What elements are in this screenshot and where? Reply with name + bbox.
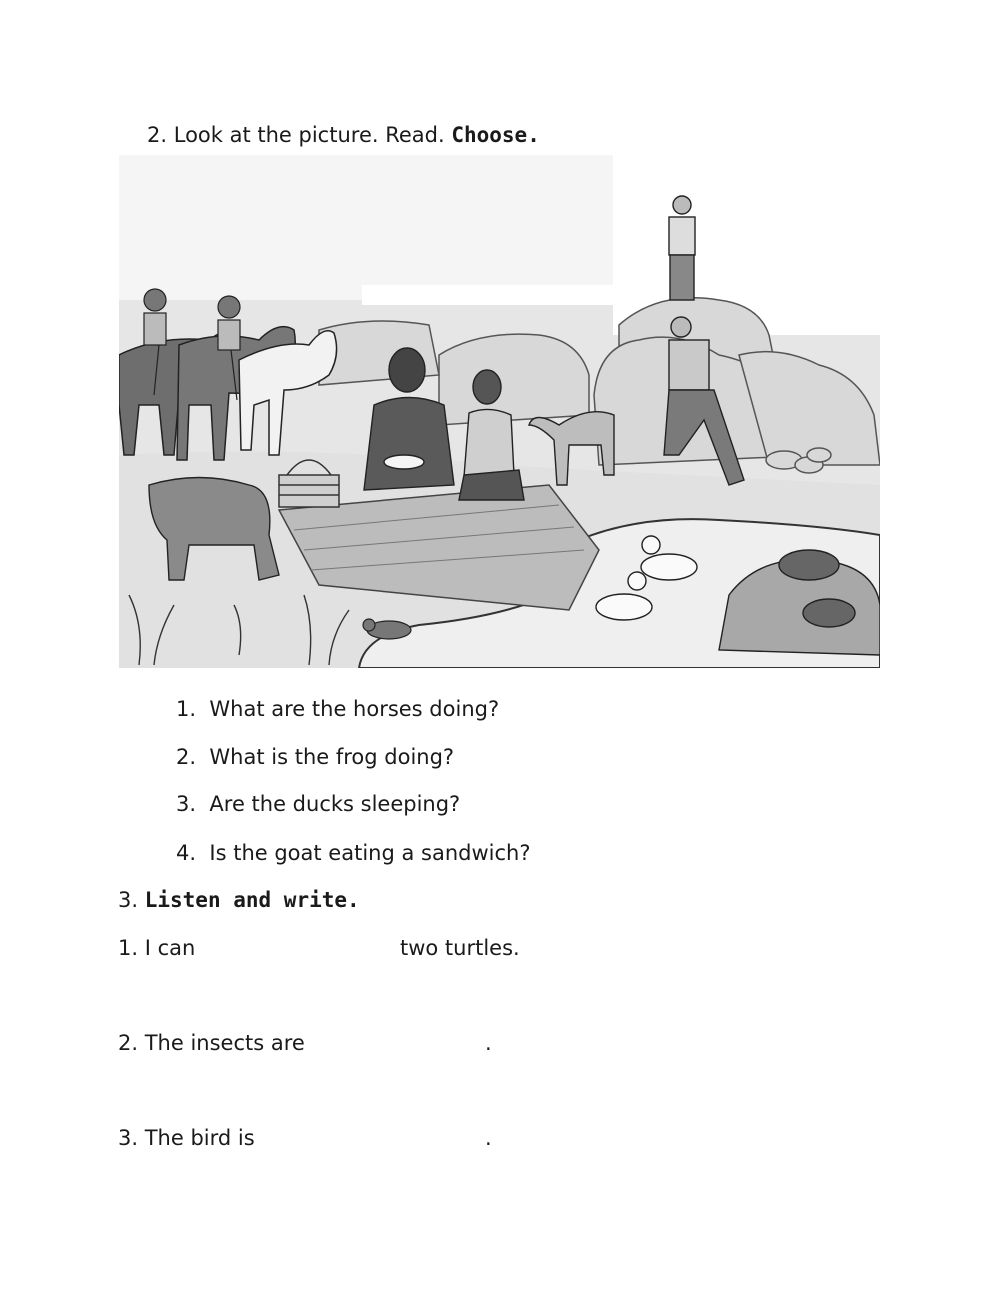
section-2-number: 2. bbox=[147, 123, 168, 147]
section-3-title: Listen and write. bbox=[144, 888, 360, 912]
sentence-after: . bbox=[485, 1126, 492, 1150]
section-2-instruction: Look at the picture. Read. bbox=[173, 123, 445, 147]
question-text: Is the goat eating a sandwich? bbox=[209, 841, 531, 865]
sentence-3-blank[interactable] bbox=[270, 1125, 475, 1151]
sentence-2-blank[interactable] bbox=[318, 1030, 478, 1056]
question-text: What are the horses doing? bbox=[209, 697, 500, 721]
question-number: 2. bbox=[176, 745, 197, 769]
question-2 bbox=[176, 744, 454, 770]
sentence-1-blank[interactable] bbox=[205, 935, 390, 961]
sentence-3-end bbox=[485, 1125, 492, 1151]
picnic-scene-illustration bbox=[119, 155, 880, 668]
section-3-heading bbox=[118, 887, 360, 913]
question-3 bbox=[176, 791, 460, 817]
section-3-number: 3. bbox=[118, 888, 139, 912]
sentence-after: . bbox=[485, 1031, 492, 1055]
sentence-1-end bbox=[400, 935, 520, 961]
question-number: 4. bbox=[176, 841, 197, 865]
question-text: What is the frog doing? bbox=[209, 745, 455, 769]
question-text: Are the ducks sleeping? bbox=[209, 792, 461, 816]
sentence-1 bbox=[118, 935, 195, 961]
question-number: 3. bbox=[176, 792, 197, 816]
sentence-after: two turtles. bbox=[400, 936, 520, 960]
question-number: 1. bbox=[176, 697, 197, 721]
sentence-before: 1. I can bbox=[118, 936, 196, 960]
sentence-3 bbox=[118, 1125, 255, 1151]
sentence-before: 3. The bird is bbox=[118, 1126, 255, 1150]
sentence-before: 2. The insects are bbox=[118, 1031, 305, 1055]
sentence-2-end bbox=[485, 1030, 492, 1056]
sentence-2 bbox=[118, 1030, 305, 1056]
section-2-heading bbox=[147, 122, 540, 148]
question-1 bbox=[176, 696, 499, 722]
section-2-instruction-bold: Choose. bbox=[451, 123, 540, 147]
question-4 bbox=[176, 840, 531, 866]
